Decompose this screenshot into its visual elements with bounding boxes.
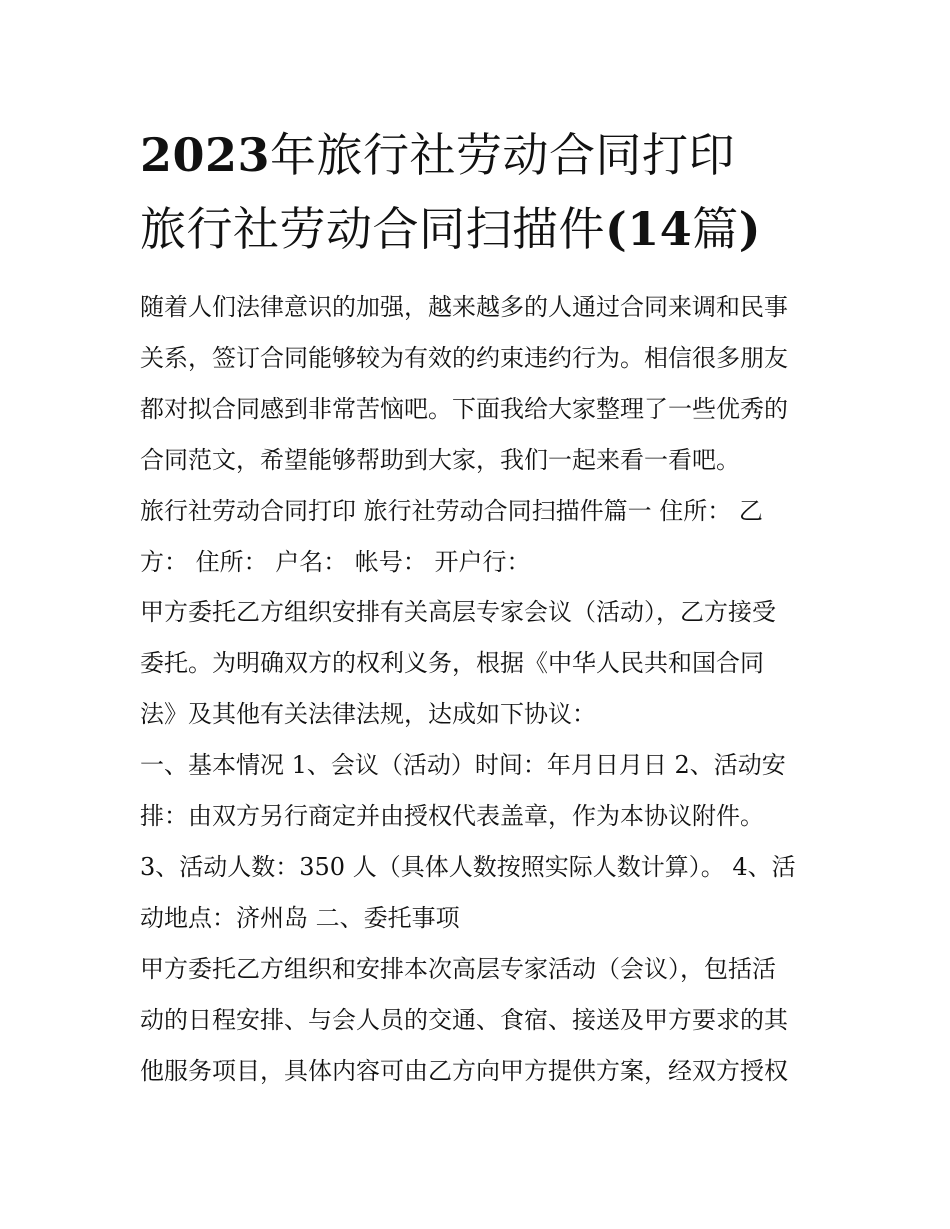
text-line: 甲方委托乙方组织和安排本次高层专家活动（会议），包括活 (140, 954, 776, 983)
text-line: 动的日程安排、与会人员的交通、食宿、接送及甲方要求的其 (140, 1005, 788, 1034)
text-line: 委托。为明确双方的权利义务，根据《中华人民共和国合同 (140, 649, 764, 678)
title-year: 2023 (140, 128, 271, 182)
paragraph-preamble (140, 587, 812, 740)
title-count-close: ) (738, 202, 762, 256)
text-line: 3、活动人数：350 人（具体人数按照实际人数计算）。 4、活 (140, 852, 796, 881)
text-line: 排：由双方另行商定并由授权代表盖章，作为本协议附件。 (140, 802, 764, 831)
text-line: 关系，签订合同能够较为有效的约束违约行为。相信很多朋友 (140, 343, 788, 372)
text-line: 随着人们法律意识的加强，越来越多的人通过合同来调和民事 (140, 293, 788, 321)
paragraph-commission (140, 944, 812, 1097)
text-line: 合同范文，希望能够帮助到大家，我们一起来看一看吧。 (140, 445, 740, 474)
text-line: 动地点：济州岛 二、委托事项 (140, 903, 460, 932)
paragraph-basic-info (140, 740, 812, 944)
text-line: 法》及其他有关法律法规，达成如下协议： (140, 700, 596, 729)
title-count-unit: 篇 (692, 202, 739, 256)
paragraph-intro (140, 282, 812, 486)
text-line: 甲方委托乙方组织安排有关高层专家会议（活动），乙方接受 (140, 598, 776, 627)
document-body (140, 282, 812, 1097)
paragraph-party-info (140, 486, 812, 588)
text-line: 旅行社劳动合同打印 旅行社劳动合同扫描件篇一 住所： 乙 (140, 496, 763, 525)
text-line: 方： 住所： 户名： 帐号： 开户行： (140, 547, 531, 576)
text-line: 都对拟合同感到非常苦恼吧。下面我给大家整理了一些优秀的 (140, 394, 788, 423)
title-line-2-text: 旅行社劳动合同扫描件 (140, 202, 605, 256)
text-line: 一、基本情况 1、会议（活动）时间：年月日月日 2、活动安 (140, 751, 786, 780)
document-title (140, 118, 830, 266)
text-line: 他服务项目，具体内容可由乙方向甲方提供方案，经双方授权 (140, 1056, 788, 1085)
title-line-1-text: 年旅行社劳动合同打印 (270, 128, 736, 182)
title-line-2 (140, 192, 830, 266)
title-count-open: (14 (605, 202, 693, 256)
title-line-1 (140, 118, 830, 192)
